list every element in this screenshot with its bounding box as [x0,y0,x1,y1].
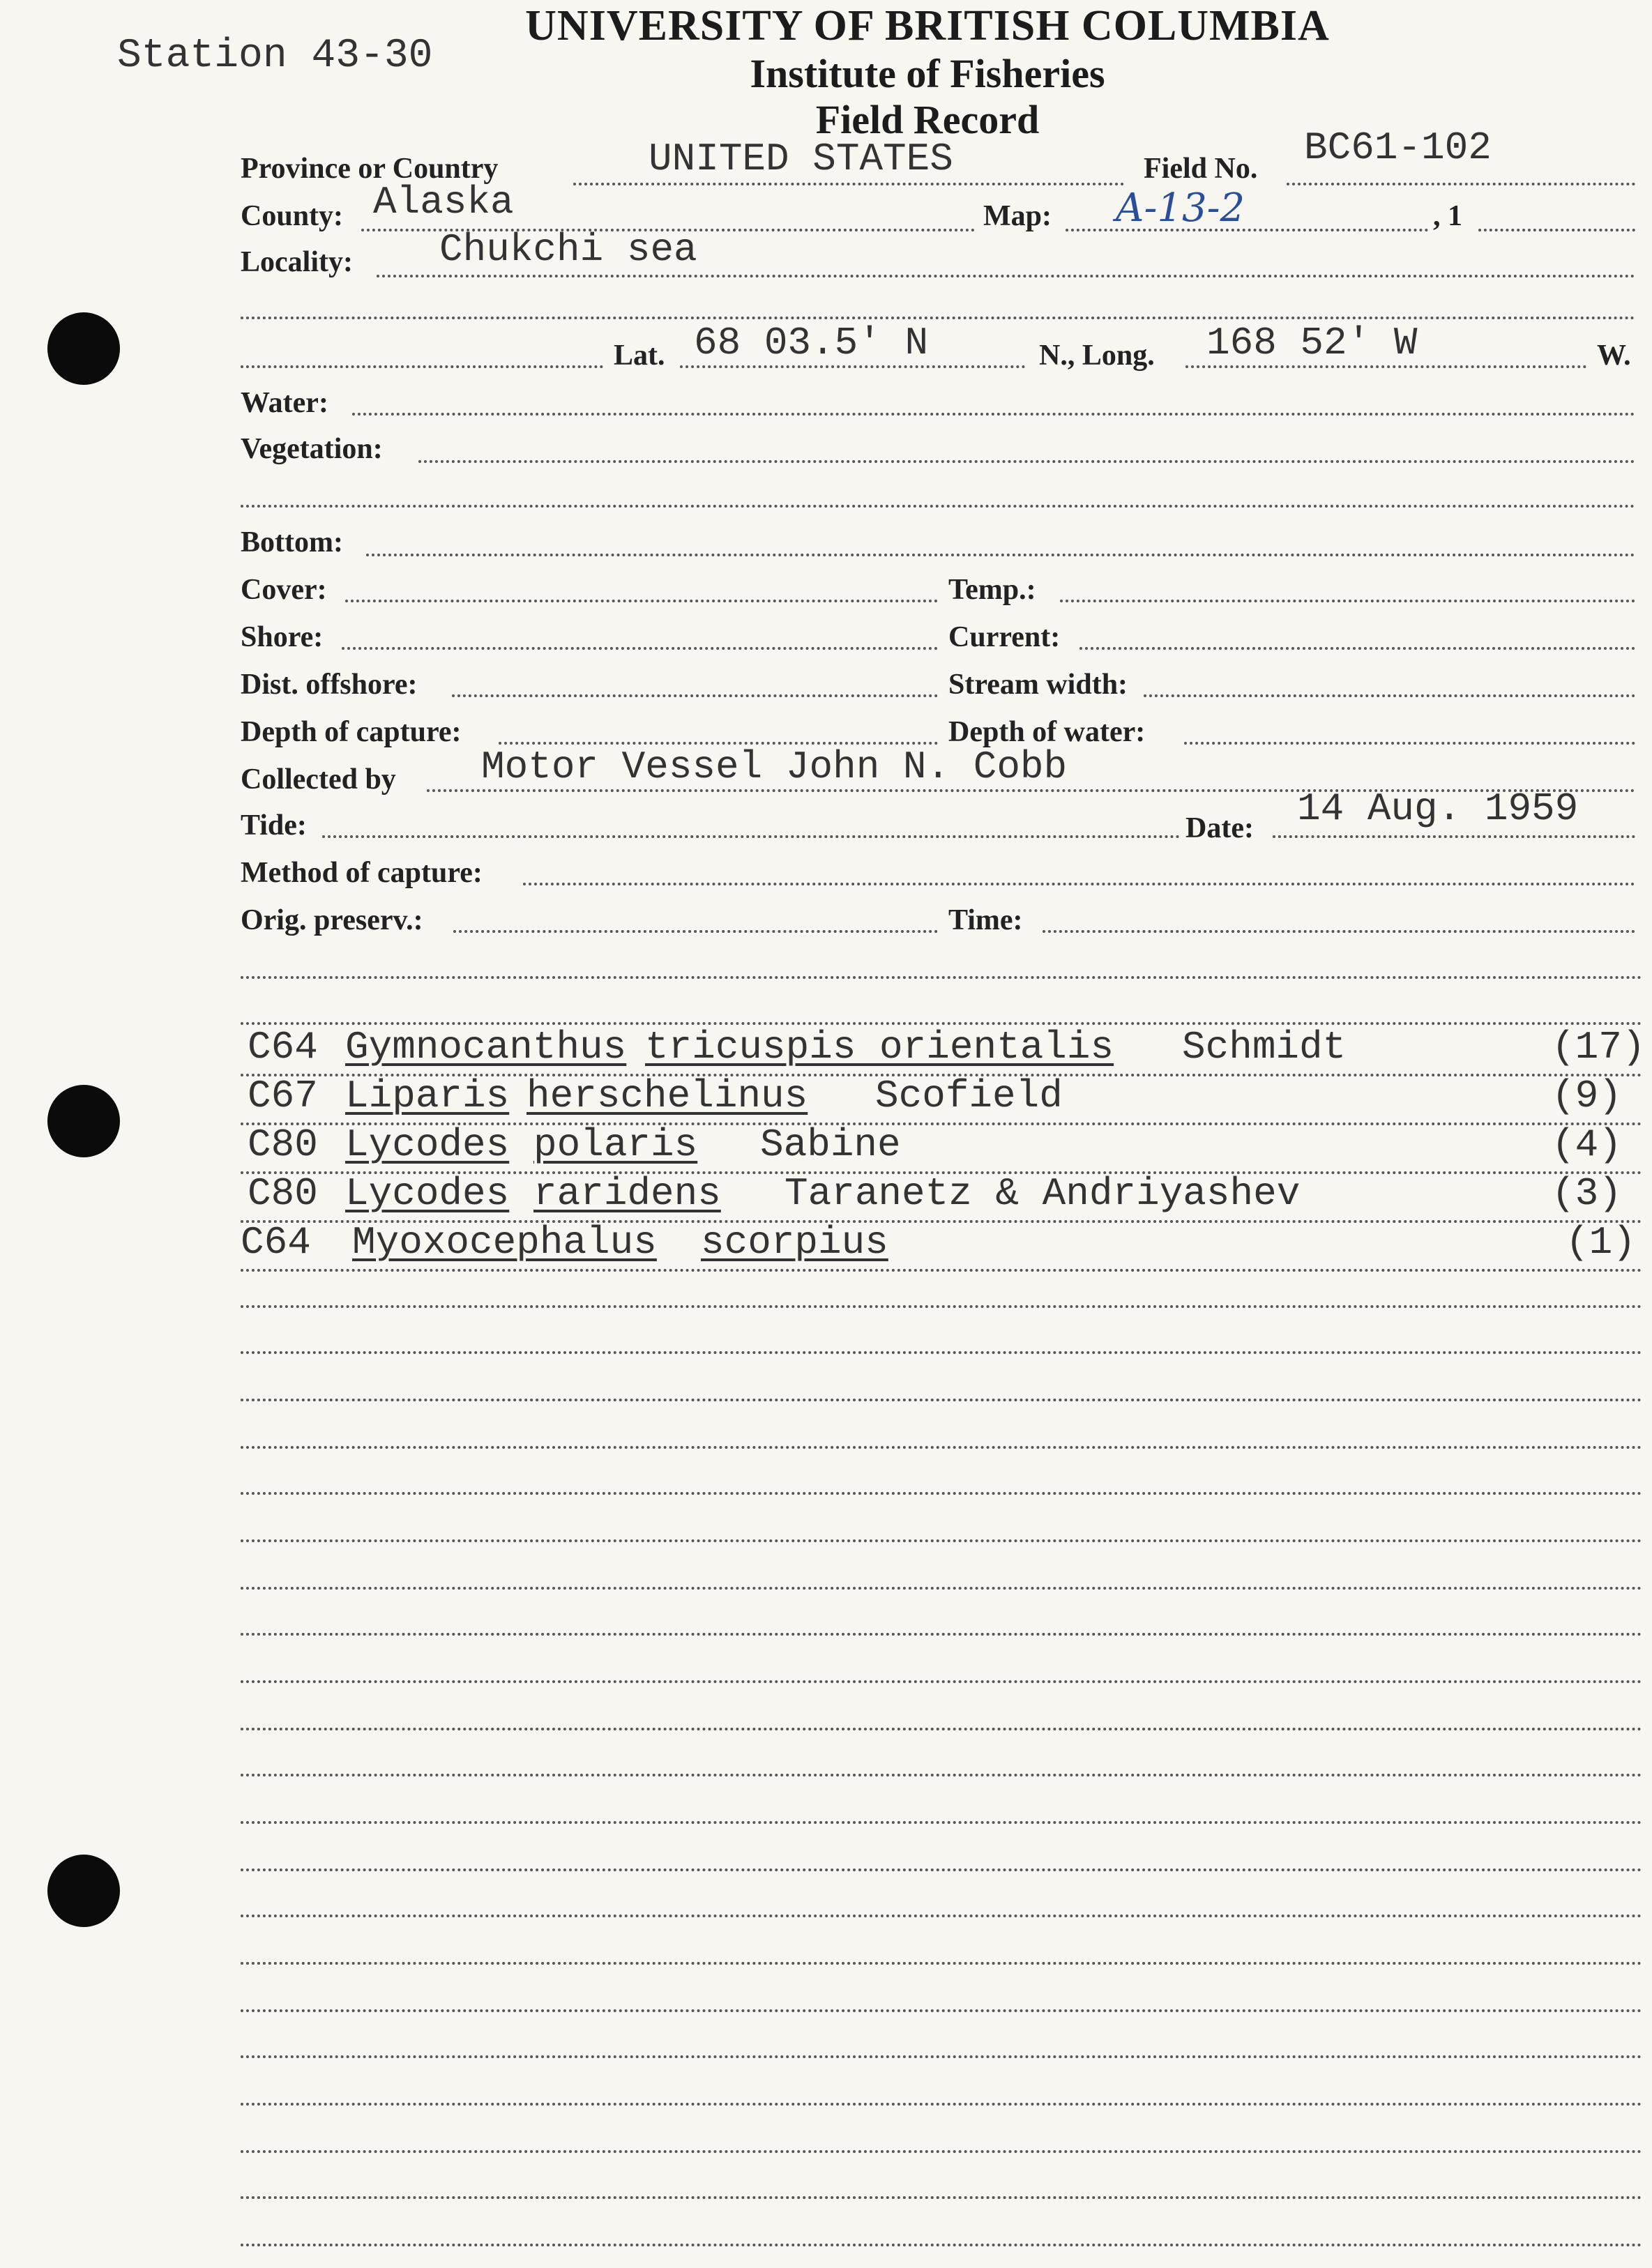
ruled-line [241,1915,1642,1917]
cover-label: Cover: [241,574,327,606]
ruled-line [241,1539,1642,1542]
time-line [1043,930,1635,933]
locality-line-2 [241,317,1635,319]
species-author: Scofield [875,1074,1063,1118]
long-value: 168 52' W [1206,321,1418,365]
species-count: (3) [1552,1171,1622,1216]
bottom-label: Bottom: [241,526,343,558]
species-epithet: tricuspis orientalis [645,1025,1114,1070]
species-genus: Lycodes [345,1122,510,1167]
ruled-line [241,1869,1642,1871]
locality-value: Chukchi sea [439,227,697,272]
dist-offshore-line [452,694,938,697]
map-value: A-13-2 [1116,185,1245,231]
stream-width-line [1144,694,1635,697]
field-no-value: BC61-102 [1304,125,1492,170]
species-row [241,1220,1642,1272]
ruled-line [241,1446,1642,1449]
field-no-label: Field No. [1144,153,1258,185]
ruled-line [241,1962,1642,1965]
ruled-line [241,1305,1642,1308]
station-number: Station 43-30 [117,33,433,79]
ruled-line [241,1821,1642,1824]
species-epithet: herschelinus [526,1074,808,1118]
ruled-line [241,1633,1642,1636]
w-label: W. [1597,340,1631,372]
shore-label: Shore: [241,621,324,653]
current-line [1079,647,1635,650]
species-count: (4) [1552,1122,1622,1167]
water-line [352,413,1635,416]
punch-hole [47,1085,120,1157]
cover-line [345,600,938,602]
ruled-line [241,1492,1642,1495]
university-title: UNIVERSITY OF BRITISH COLUMBIA [525,2,1330,50]
map-suffix: , 1 [1433,200,1462,232]
method-label: Method of capture: [241,857,483,889]
species-genus: Myoxocephalus [352,1220,657,1265]
species-code: C64 [241,1220,311,1265]
temp-label: Temp.: [948,574,1036,606]
ruled-line [241,1587,1642,1590]
lat-value: 68 03.5' N [694,321,929,365]
current-label: Current: [948,621,1061,653]
orig-preserv-label: Orig. preserv.: [241,904,423,936]
ruled-line [241,2055,1642,2058]
time-label: Time: [948,904,1023,936]
species-row [241,1171,1642,1223]
date-value: 14 Aug. 1959 [1297,786,1579,831]
locality-line [377,275,1635,277]
species-count: (17) [1552,1025,1646,1070]
province-value: UNITED STATES [649,137,953,181]
depth-water-line [1184,742,1635,745]
species-author: Sabine [760,1122,901,1167]
lat-label: Lat. [614,340,665,372]
species-epithet: scorpius [701,1220,888,1265]
n-long-label: N., Long. [1039,340,1155,372]
method-line [523,883,1635,885]
species-code: C64 [248,1025,318,1070]
vegetation-line [418,460,1635,463]
ruled-line [241,2103,1642,2106]
species-genus: Liparis [345,1074,510,1118]
species-row [241,1122,1642,1174]
map-suffix-line [1478,229,1635,231]
ruled-line [241,2009,1642,2012]
vegetation-label: Vegetation: [241,433,383,465]
shore-line [342,647,938,650]
species-epithet: polaris [533,1122,698,1167]
species-genus: Lycodes [345,1171,510,1216]
collected-by-label: Collected by [241,763,396,796]
orig-preserv-line [453,930,938,933]
field-no-line [1287,183,1635,185]
ruled-line [241,2196,1642,2199]
species-code: C80 [248,1171,318,1216]
record-title: Field Record [815,97,1040,142]
long-line [1185,365,1586,368]
species-row [241,1074,1642,1125]
species-count: (9) [1552,1074,1622,1118]
temp-line [1060,600,1635,602]
species-code: C67 [248,1074,318,1118]
punch-hole [47,1855,120,1927]
species-epithet: raridens [533,1171,721,1216]
ruled-line [241,1399,1642,1401]
depth-capture-label: Depth of capture: [241,716,462,748]
ruled-line [241,1351,1642,1354]
species-genus: Gymnocanthus [345,1025,627,1070]
species-author: Taranetz & Andriyashev [785,1171,1301,1216]
stream-width-label: Stream width: [948,669,1128,701]
locality-label: Locality: [241,246,353,278]
bottom-line [366,554,1635,556]
species-row [241,1025,1646,1076]
water-label: Water: [241,387,328,419]
separator-line [241,976,1642,979]
tide-line [322,835,1180,838]
species-author: Schmidt [1182,1025,1347,1070]
county-value: Alaska [373,180,514,224]
date-line [1273,835,1635,838]
ruled-line [241,1774,1642,1776]
ruled-line [241,2150,1642,2153]
date-label: Date: [1185,812,1254,844]
lat-pre-line [241,365,603,368]
institute-title: Institute of Fisheries [750,51,1105,96]
ruled-line [241,1680,1642,1683]
tide-label: Tide: [241,809,307,842]
collected-by-value: Motor Vessel John N. Cobb [481,745,1068,789]
ruled-line [241,2244,1642,2246]
species-code: C80 [248,1122,318,1167]
species-count: (1) [1566,1220,1636,1265]
province-label: Province or Country [241,153,499,185]
dist-offshore-label: Dist. offshore: [241,669,418,701]
depth-water-label: Depth of water: [948,716,1146,748]
vegetation-line-2 [241,505,1635,508]
county-label: County: [241,200,344,232]
lat-line [680,365,1025,368]
ruled-line [241,1728,1642,1730]
map-label: Map: [983,200,1052,232]
punch-hole [47,312,120,385]
province-line [573,183,1124,185]
